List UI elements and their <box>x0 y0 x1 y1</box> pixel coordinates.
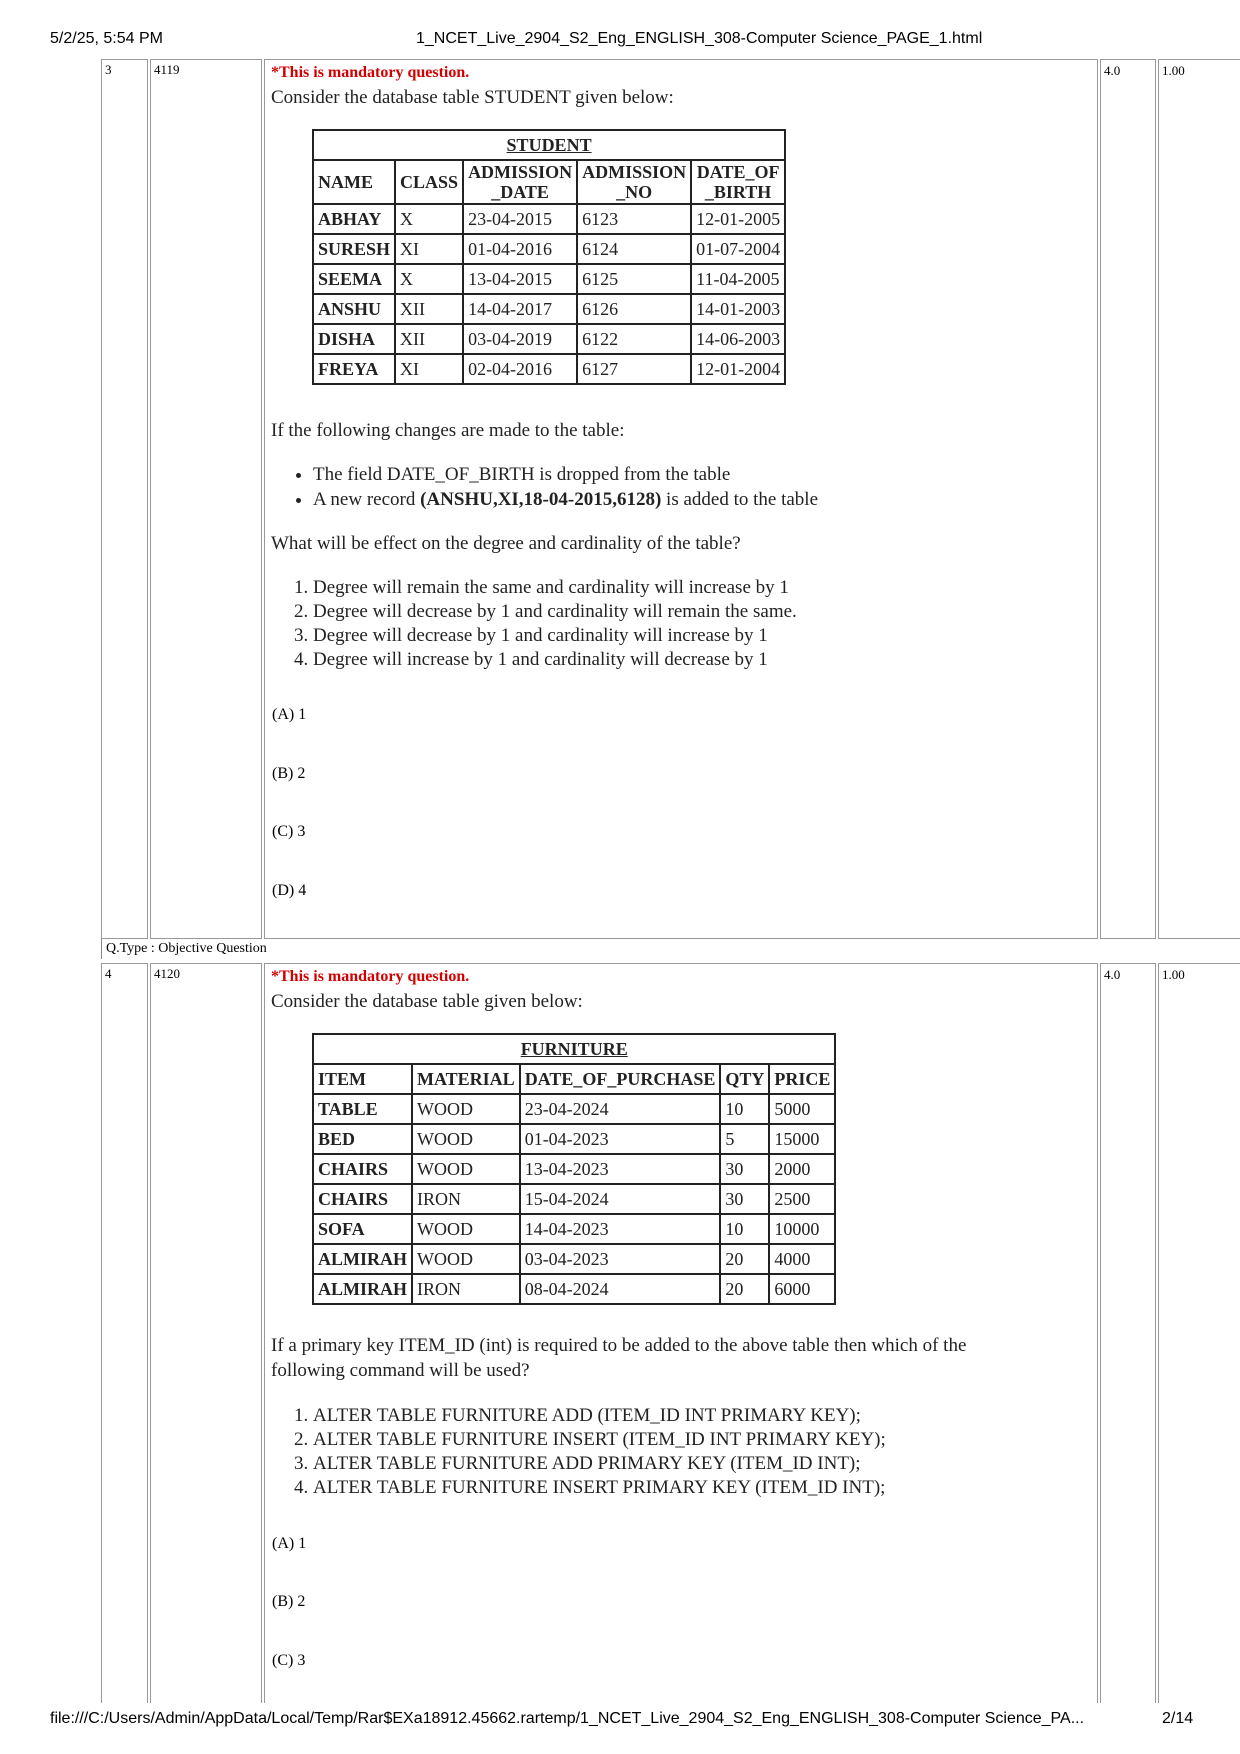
student-table <box>312 129 786 385</box>
qid-cell <box>150 59 262 939</box>
table-cell: TABLE <box>313 1094 412 1124</box>
table-cell: WOOD <box>412 1094 520 1124</box>
furniture-table <box>312 1033 836 1305</box>
list-item: • The field DATE_OF_BIRTH is dropped from the table <box>313 462 818 487</box>
table-cell: 6125 <box>577 264 691 294</box>
table-cell: 10 <box>720 1214 769 1244</box>
table-cell: 01-04-2023 <box>520 1124 721 1154</box>
table-cell: 14-04-2017 <box>463 294 577 324</box>
table-row <box>313 294 785 324</box>
table-cell: SEEMA <box>313 264 395 294</box>
table-cell: 2000 <box>769 1154 835 1184</box>
table-row <box>313 204 785 234</box>
option-a[interactable]: (A) 1 <box>272 1535 307 1552</box>
table-cell: 01-07-2004 <box>691 234 785 264</box>
table-cell: 6126 <box>577 294 691 324</box>
table-cell: 4000 <box>769 1244 835 1274</box>
table-row <box>313 354 785 384</box>
column-header: DATE_OF_PURCHASE <box>520 1064 721 1094</box>
table-cell: 12-01-2005 <box>691 204 785 234</box>
column-header: QTY <box>720 1064 769 1094</box>
table-cell: FREYA <box>313 354 395 384</box>
table-cell: X <box>395 264 463 294</box>
changes-list <box>313 462 818 512</box>
table-cell: 30 <box>720 1184 769 1214</box>
table-cell: 03-04-2019 <box>463 324 577 354</box>
question-intro: Consider the database table STUDENT given below: <box>271 87 674 108</box>
table-cell: BED <box>313 1124 412 1154</box>
list-item: 3. Degree will decrease by 1 and cardinality will increase by 1 <box>313 624 797 648</box>
option-c[interactable]: (C) 3 <box>272 823 306 840</box>
table-cell: 15000 <box>769 1124 835 1154</box>
question-type-label: Q.Type : Objective Question <box>106 941 267 956</box>
table-cell: 12-01-2004 <box>691 354 785 384</box>
serial-number: 3 <box>105 62 112 77</box>
table-cell: 02-04-2016 <box>463 354 577 384</box>
table-cell: 20 <box>720 1244 769 1274</box>
table-row <box>313 324 785 354</box>
question-id: 4119 <box>154 62 180 77</box>
table-cell: SURESH <box>313 234 395 264</box>
print-file-url: file:///C:/Users/Admin/AppData/Local/Temp/Rar$EXa18912.45662.rartemp/1_NCET_Live_2904_S2_Eng_ENGLISH_308-Computer Science_PA... <box>50 1710 1085 1727</box>
table-cell: 2500 <box>769 1184 835 1214</box>
mandatory-note: *This is mandatory question. <box>271 968 470 985</box>
table-row <box>313 264 785 294</box>
marks-cell <box>1100 59 1156 939</box>
table-header-row <box>313 1064 835 1094</box>
print-datetime: 5/2/25, 5:54 PM <box>50 30 163 47</box>
option-b[interactable]: (B) 2 <box>272 765 306 782</box>
list-item: 4. ALTER TABLE FURNITURE INSERT PRIMARY KEY (ITEM_ID INT); <box>313 1476 886 1500</box>
list-item: • A new record (ANSHU,XI,18-04-2015,6128) is added to the table <box>313 487 818 512</box>
table-cell: 14-01-2003 <box>691 294 785 324</box>
table-row <box>313 1184 835 1214</box>
column-header: ADMISSION _DATE <box>463 160 577 204</box>
marks-value: 4.0 <box>1104 967 1121 982</box>
marks-cell <box>1100 963 1156 1703</box>
table-cell: X <box>395 204 463 234</box>
print-page-number: 2/14 <box>1162 1710 1194 1727</box>
sno-cell <box>101 963 148 1703</box>
list-item: 3. ALTER TABLE FURNITURE ADD PRIMARY KEY (ITEM_ID INT); <box>313 1452 886 1476</box>
table-cell: IRON <box>412 1184 520 1214</box>
table-cell: 6127 <box>577 354 691 384</box>
list-item: 1. Degree will remain the same and cardinality will increase by 1 <box>313 576 797 600</box>
table-cell: WOOD <box>412 1154 520 1184</box>
serial-number: 4 <box>105 966 112 981</box>
table-cell: SOFA <box>313 1214 412 1244</box>
column-header: MATERIAL <box>412 1064 520 1094</box>
table-cell: 01-04-2016 <box>463 234 577 264</box>
qid-cell <box>150 963 262 1703</box>
table-row <box>313 1244 835 1274</box>
table-cell: 10 <box>720 1094 769 1124</box>
table-cell: 13-04-2023 <box>520 1154 721 1184</box>
negative-marks-value: 1.00 <box>1162 63 1185 78</box>
table-row <box>313 1124 835 1154</box>
print-page-title: 1_NCET_Live_2904_S2_Eng_ENGLISH_308-Computer Science_PAGE_1.html <box>416 30 983 47</box>
table-cell: 15-04-2024 <box>520 1184 721 1214</box>
mandatory-note: *This is mandatory question. <box>271 64 470 81</box>
table-cell: ALMIRAH <box>313 1274 412 1304</box>
table-cell: XI <box>395 354 463 384</box>
table-cell: 08-04-2024 <box>520 1274 721 1304</box>
table-cell: DISHA <box>313 324 395 354</box>
table-cell: IRON <box>412 1274 520 1304</box>
table-cell: 11-04-2005 <box>691 264 785 294</box>
question-text-line-2: following command will be used? <box>271 1360 530 1381</box>
choice-list <box>313 576 797 672</box>
table-cell: XII <box>395 294 463 324</box>
table-cell: XII <box>395 324 463 354</box>
table-cell: 6124 <box>577 234 691 264</box>
table-cell: 6123 <box>577 204 691 234</box>
table-cell: 23-04-2024 <box>520 1094 721 1124</box>
negative-cell <box>1158 963 1240 1703</box>
table-cell: 10000 <box>769 1214 835 1244</box>
table-cell: 03-04-2023 <box>520 1244 721 1274</box>
table-cell: 30 <box>720 1154 769 1184</box>
column-header: DATE_OF _BIRTH <box>691 160 785 204</box>
option-b[interactable]: (B) 2 <box>272 1593 306 1610</box>
table-cell: 13-04-2015 <box>463 264 577 294</box>
table-cell: 5000 <box>769 1094 835 1124</box>
marks-value: 4.0 <box>1104 63 1121 78</box>
column-header: ADMISSION _NO <box>577 160 691 204</box>
column-header: NAME <box>313 160 395 204</box>
table-row <box>313 1214 835 1244</box>
table-cell: 6000 <box>769 1274 835 1304</box>
table-cell: 14-06-2003 <box>691 324 785 354</box>
column-header: CLASS <box>395 160 463 204</box>
choice-list <box>313 1404 886 1500</box>
option-d[interactable]: (D) 4 <box>272 882 307 899</box>
column-header: ITEM <box>313 1064 412 1094</box>
list-item: 2. Degree will decrease by 1 and cardinality will remain the same. <box>313 600 797 624</box>
question-text: What will be effect on the degree and cardinality of the table? <box>271 533 741 554</box>
table-cell: CHAIRS <box>313 1184 412 1214</box>
table-cell: WOOD <box>412 1214 520 1244</box>
table-cell: XI <box>395 234 463 264</box>
table-caption: FURNITURE <box>313 1034 835 1064</box>
option-a[interactable]: (A) 1 <box>272 706 307 723</box>
table-cell: ABHAY <box>313 204 395 234</box>
question-text-line-1: If a primary key ITEM_ID (int) is required to be added to the above table then which of the <box>271 1335 967 1356</box>
table-row <box>313 1154 835 1184</box>
column-header: PRICE <box>769 1064 835 1094</box>
question-intro: Consider the database table given below: <box>271 991 583 1012</box>
negative-marks-value: 1.00 <box>1162 967 1185 982</box>
table-header-row <box>313 160 785 204</box>
table-row <box>313 1094 835 1124</box>
table-cell: WOOD <box>412 1244 520 1274</box>
list-item: 4. Degree will increase by 1 and cardinality will decrease by 1 <box>313 648 797 672</box>
table-cell: 5 <box>720 1124 769 1154</box>
table-cell: ANSHU <box>313 294 395 324</box>
option-c[interactable]: (C) 3 <box>272 1652 306 1669</box>
table-cell: 6122 <box>577 324 691 354</box>
table-cell: 23-04-2015 <box>463 204 577 234</box>
table-cell: WOOD <box>412 1124 520 1154</box>
table-cell: 20 <box>720 1274 769 1304</box>
list-item: 2. ALTER TABLE FURNITURE INSERT (ITEM_ID INT PRIMARY KEY); <box>313 1428 886 1452</box>
table-caption: STUDENT <box>313 130 785 160</box>
table-cell: 14-04-2023 <box>520 1214 721 1244</box>
table-cell: ALMIRAH <box>313 1244 412 1274</box>
divider <box>101 939 102 959</box>
table-row <box>313 234 785 264</box>
changes-intro: If the following changes are made to the table: <box>271 420 625 441</box>
table-cell: CHAIRS <box>313 1154 412 1184</box>
question-id: 4120 <box>154 966 180 981</box>
negative-cell <box>1158 59 1240 939</box>
table-row <box>313 1274 835 1304</box>
list-item: 1. ALTER TABLE FURNITURE ADD (ITEM_ID INT PRIMARY KEY); <box>313 1404 886 1428</box>
sno-cell <box>101 59 148 939</box>
